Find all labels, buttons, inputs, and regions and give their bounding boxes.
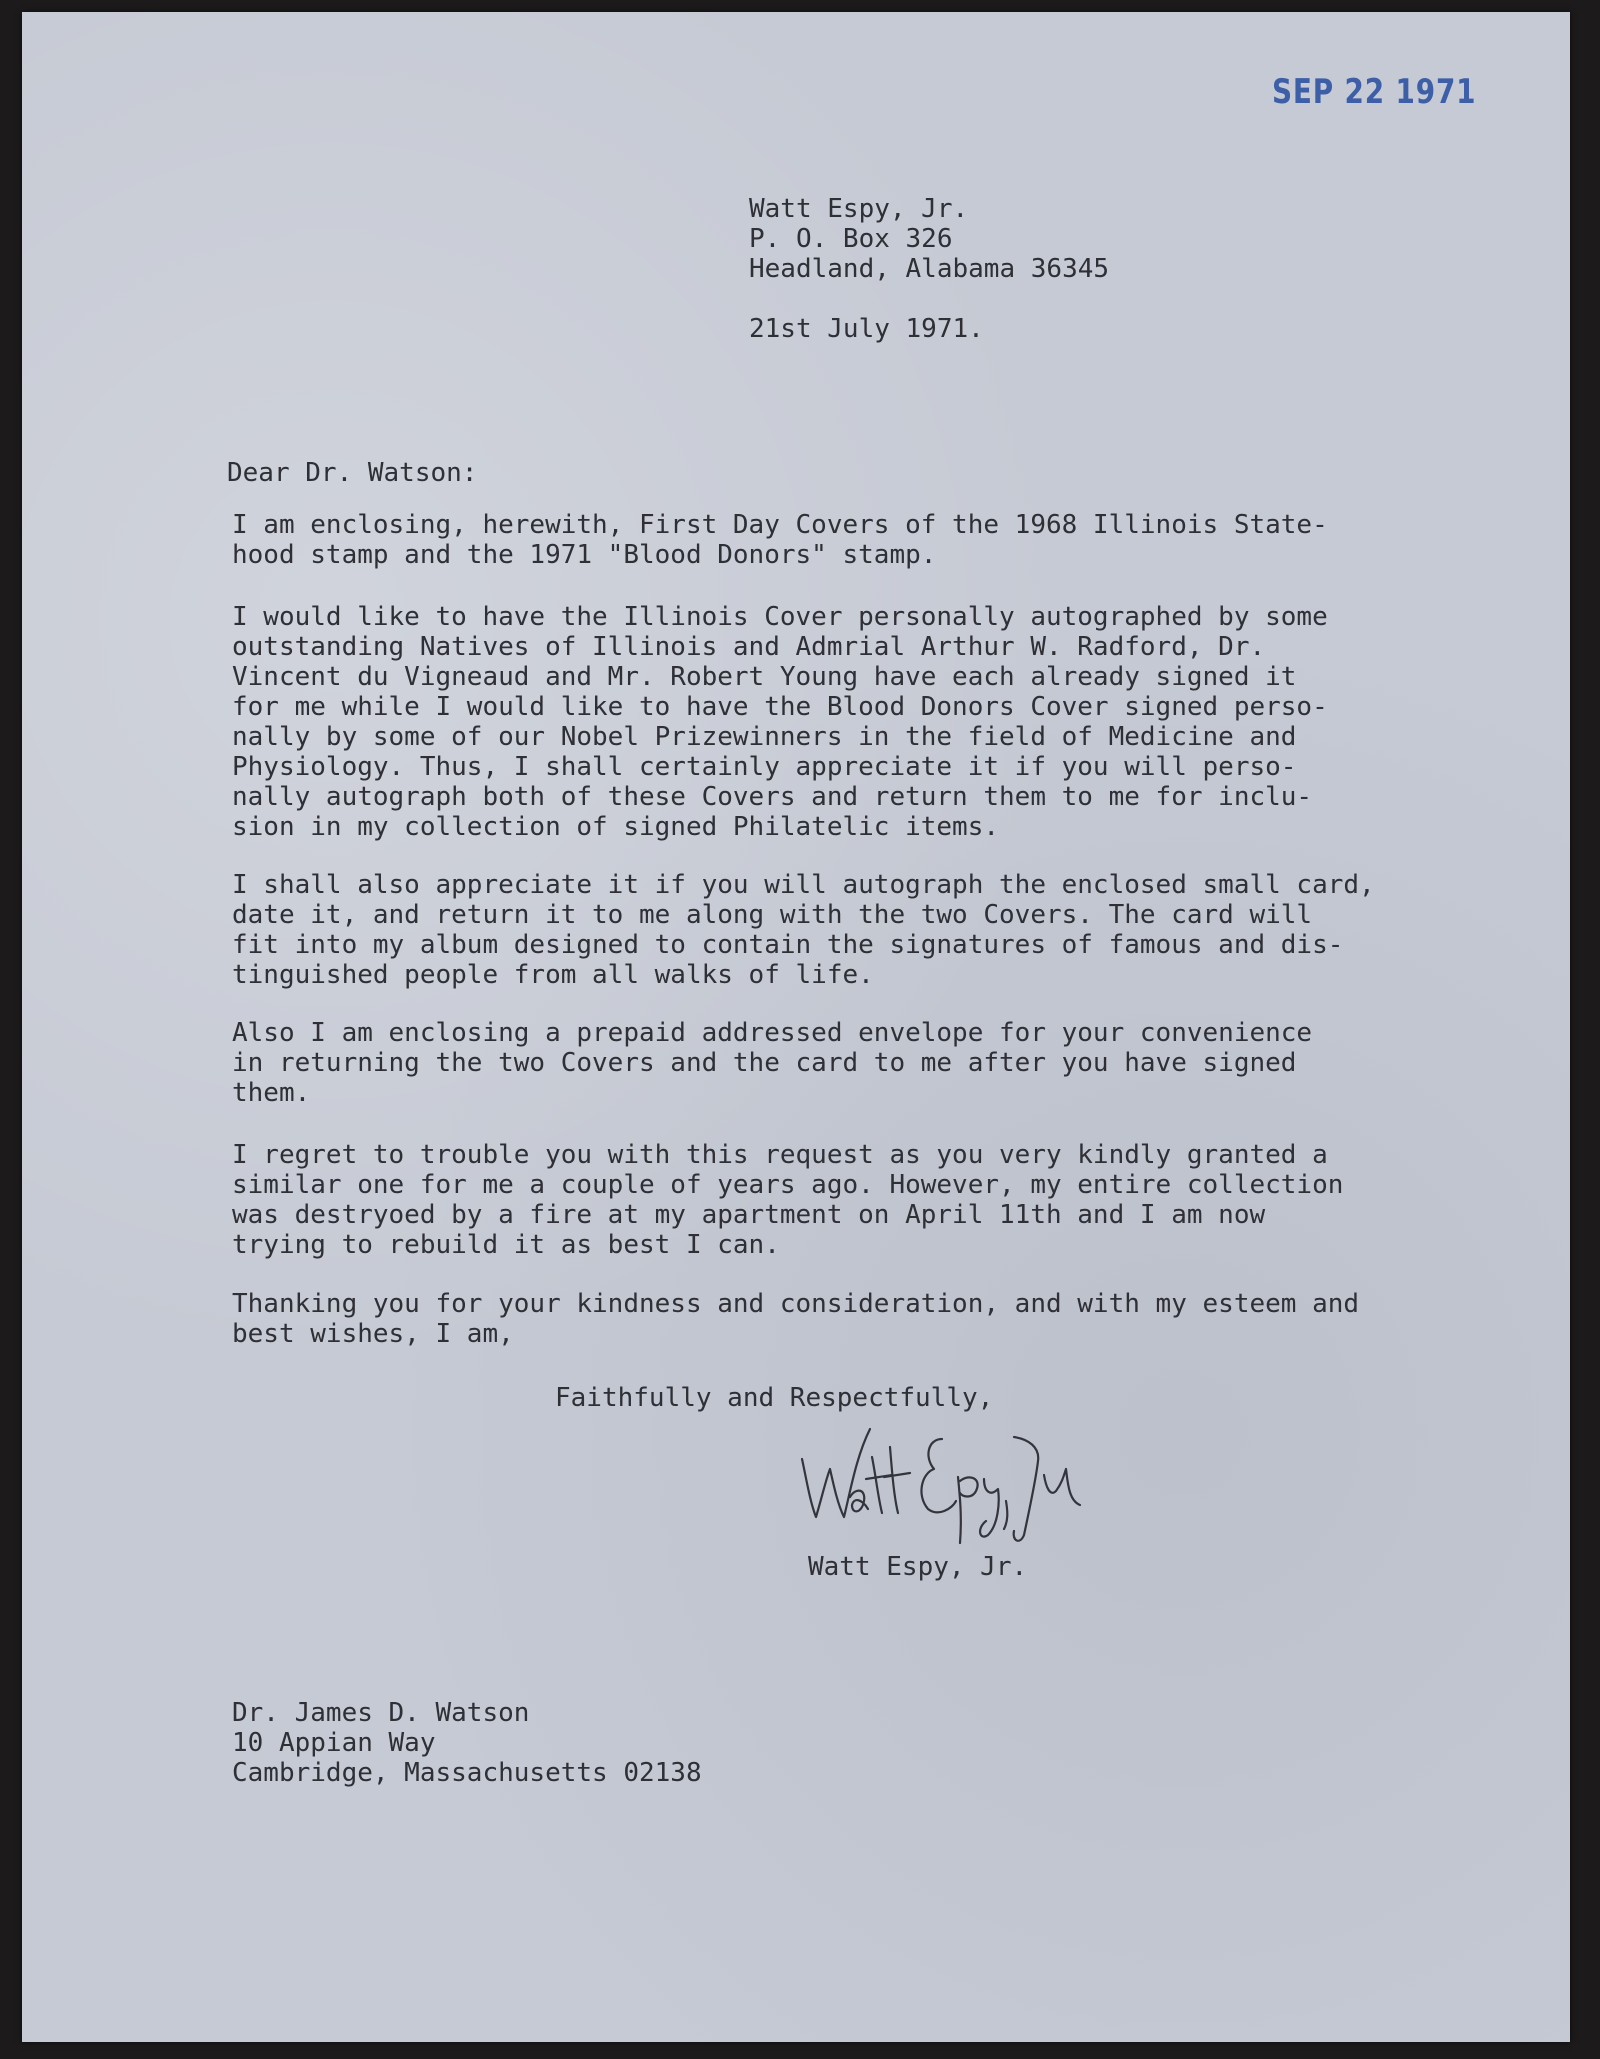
salutation: Dear Dr. Watson:	[227, 458, 478, 488]
recipient-street: 10 Appian Way	[232, 1728, 436, 1758]
letter-sheet	[22, 12, 1570, 2042]
sender-name: Watt Espy, Jr.	[749, 194, 969, 224]
body-paragraph-6: Thanking you for your kindness and consideration, and with my esteem and best wishes, I am,	[232, 1289, 1360, 1349]
handwritten-signature	[792, 1417, 1092, 1547]
body-paragraph-5: I regret to trouble you with this request as you very kindly granted a similar one for me a couple of years ago. However, my entire collection was destryoed by a fire at my apartment on April 11th and I am now trying to rebuild it as best I can.	[232, 1140, 1344, 1260]
sender-city: Headland, Alabama 36345	[749, 254, 1110, 284]
sender-address	[749, 194, 1109, 284]
closing: Faithfully and Respectfully,	[555, 1383, 994, 1413]
body-paragraph-4: Also I am enclosing a prepaid addressed envelope for your convenience in returning the two Covers and the card to me after you have signed them.	[232, 1018, 1313, 1108]
body-paragraph-2: I would like to have the Illinois Cover personally autographed by some outstanding Natives of Illinois and Admrial Arthur W. Radford, Dr. Vincent du Vigneaud and Mr. Robert Young have each already signed it for me while I would like to have the Blood Donors Cover signed perso- nally by some of our Nobel Prizewinners in the field of Medicine and Physiology. Thus, I shall certainly appreciate it if you will perso- nally autograph both of these Covers and return them to me for inclu- sion in my collection of signed Philatelic items.	[232, 602, 1328, 842]
letter-date: 21st July 1971.	[749, 314, 984, 344]
date-received-stamp: SEP 22 1971	[1272, 72, 1477, 112]
recipient-name: Dr. James D. Watson	[232, 1698, 530, 1728]
body-paragraph-3: I shall also appreciate it if you will autograph the enclosed small card, date it, and return it to me along with the two Covers. The card will fit into my album designed to contain the signatures of famous and dis- tinguished people from all walks of life.	[232, 870, 1375, 990]
recipient-address	[232, 1698, 702, 1788]
body-paragraph-1: I am enclosing, herewith, First Day Covers of the 1968 Illinois State- hood stamp and the 1971 "Blood Donors" stamp.	[232, 510, 1328, 570]
signer-name: Watt Espy, Jr.	[808, 1552, 1028, 1582]
sender-po-box: P. O. Box 326	[749, 224, 953, 254]
recipient-city: Cambridge, Massachusetts 02138	[232, 1758, 702, 1788]
